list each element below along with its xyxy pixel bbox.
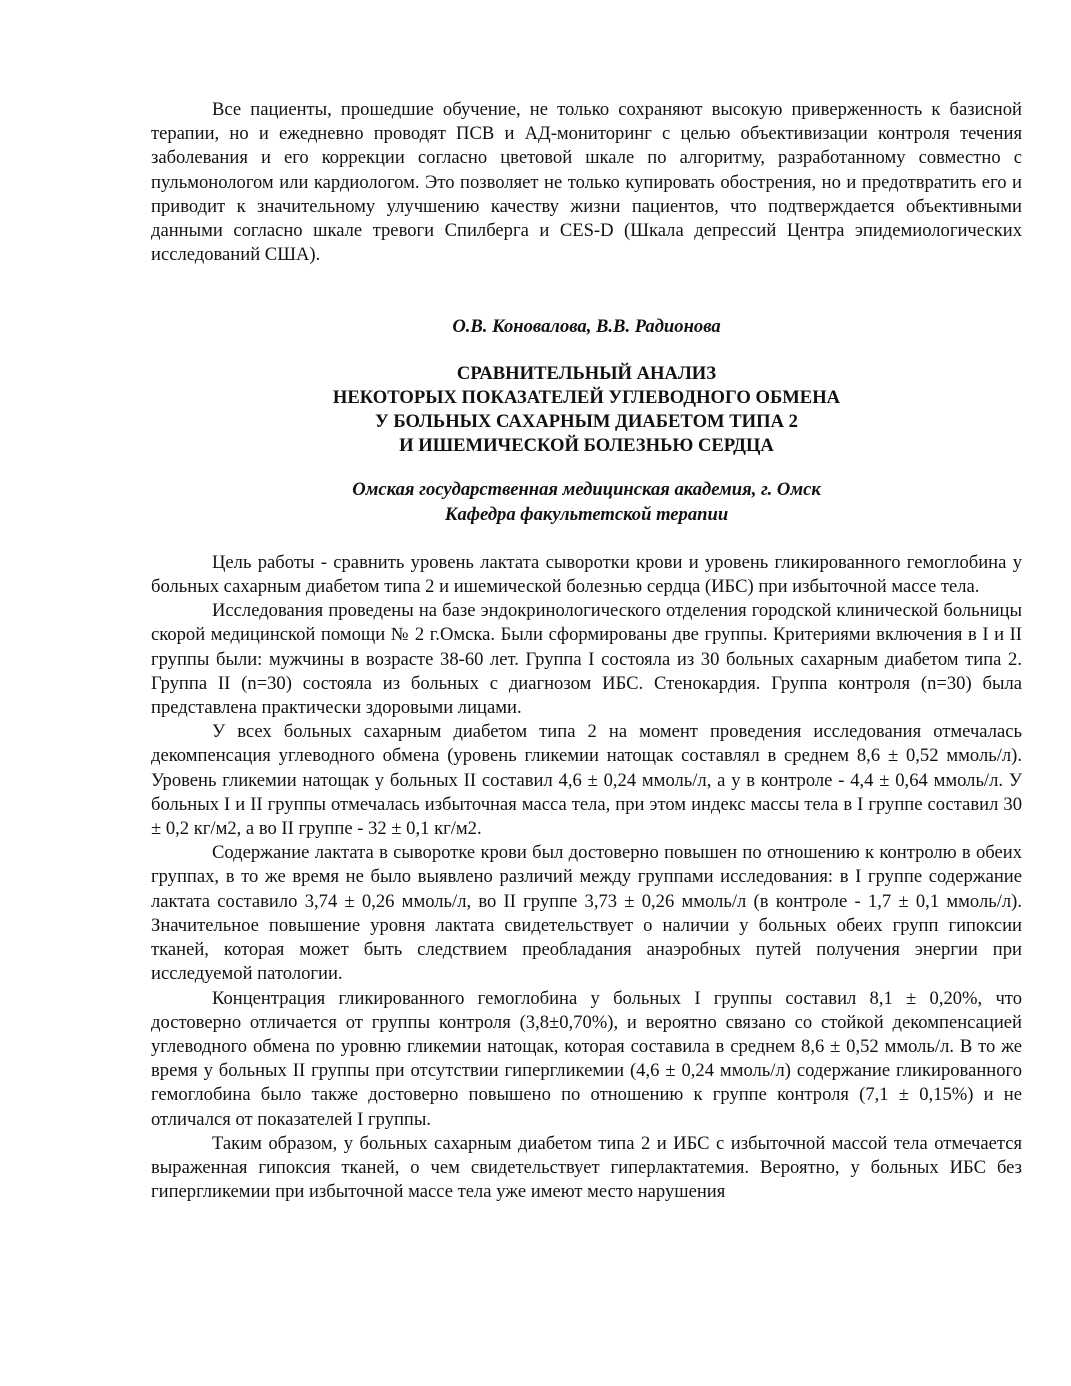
body-paragraph-methods: Исследования проведены на базе эндокринологического отделения городской клинической больницы скорой медицинской помощи № 2 г.Омска. Были сформированы две группы. Критериями включения в I и II группы были: мужчины в возрасте 38-60 лет. Группа I состояла из 30 больных сахарным диабетом типа 2. Группа II (n=30) состояла из больных с диагнозом ИБС. Стенокардия. Группа контроля (n=30) была представлена практически здоровыми лицами. xyxy=(151,600,1022,719)
affiliation-line: Омская государственная медицинская академия, г. Омск xyxy=(352,479,821,501)
body-paragraph-hba1c: Концентрация гликированного гемоглобина у больных I группы составил 8,1 ± 0,20%, что достоверно отличается от группы контроля (3,8±0,70%), и вероятно связано со стойкой декомпенсацией углеводного обмена по уровню гликемии натощак, которая составила в среднем 8,6 ± 0,52 ммоль/л. В то же время у больных II группы при отсутствии гипергликемии (4,6 ± 0,24 ммоль/л) содержание гликированного гемоглобина было также достоверно повышено по отношению к группе контроля (7,1 ± 0,15%) и не отличался от показателей I группы. xyxy=(151,987,1022,1130)
article-title xyxy=(151,362,1022,459)
article-affiliation xyxy=(151,478,1022,526)
body-paragraph-lactate: Содержание лактата в сыворотке крови был достоверно повышен по отношению к контролю в обеих группах, в то же время не было выявлено различий между группами исследования: в I группе содержание лактата составило 3,74 ± 0,26 ммоль/л, во II группе 3,73 ± 0,26 ммоль/л (в контроле - 1,7 ± 0,1 ммоль/л). Значительное повышение уровня лактата свидетельствует о наличии у больных обеих групп гипоксии тканей, которая может быть следствием преобладания анаэробных путей получения энергии при исследуемой патологии. xyxy=(151,842,1022,985)
affiliation-line: Кафедра факультетской терапии xyxy=(444,503,729,525)
body-paragraph-conclusion: Таким образом, у больных сахарным диабетом типа 2 и ИБС с избыточной массой тела отмечается выраженная гипоксия тканей, о чем свидетельствует гиперлактатемия. Вероятно, у больных ИБС без гипергликемии при избыточной массе тела уже имеют место нарушения xyxy=(151,1132,1022,1203)
title-line: НЕКОТОРЫХ ПОКАЗАТЕЛЕЙ УГЛЕВОДНОГО ОБМЕНА xyxy=(332,386,841,408)
intro-paragraph: Все пациенты, прошедшие обучение, не только сохраняют высокую приверженность к базисной терапии, но и ежедневно проводят ПСВ и АД-мониторинг с целью объективизации контроля течения заболевания и его коррекции согласно цветовой шкале по алгоритму, разработанному совместно с пульмонологом или кардиологом. Это позволяет не только купировать обострения, но и предотвратить его и приводит к значительному улучшению качеству жизни пациентов, что подтверждается объективными данными согласно шкале тревоги Спилберга и CES-D (Шкала депрессий Центра эпидемиологических исследований США). xyxy=(151,99,1022,266)
title-line: СРАВНИТЕЛЬНЫЙ АНАЛИЗ xyxy=(456,362,717,384)
title-line: У БОЛЬНЫХ САХАРНЫМ ДИАБЕТОМ ТИПА 2 xyxy=(375,411,798,433)
document-page xyxy=(151,98,1022,1204)
title-line: И ИШЕМИЧЕСКОЙ БОЛЕЗНЬЮ СЕРДЦА xyxy=(399,435,774,457)
body-paragraph-glycemia: У всех больных сахарным диабетом типа 2 на момент проведения исследования отмечалась декомпенсация углеводного обмена (уровень гликемии натощак составлял в среднем 8,6 ± 0,52 ммоль/л). Уровень гликемии натощак у больных II составил 4,6 ± 0,24 ммоль/л, а у в контроле - 4,4 ± 0,64 ммоль/л. У больных I и II группы отмечалась избыточная масса тела, при этом индекс массы тела в I группе составил 30 ± 0,2 кг/м2, а во II группе - 32 ± 0,1 кг/м2. xyxy=(151,721,1022,840)
article-authors: О.В. Коновалова, В.В. Радионова xyxy=(452,316,721,338)
article-body xyxy=(151,551,1022,1204)
body-paragraph-aim: Цель работы - сравнить уровень лактата сыворотки крови и уровень гликированного гемоглобина у больных сахарным диабетом типа 2 и ишемической болезнью сердца (ИБС) при избыточной массе тела. xyxy=(151,551,1022,598)
